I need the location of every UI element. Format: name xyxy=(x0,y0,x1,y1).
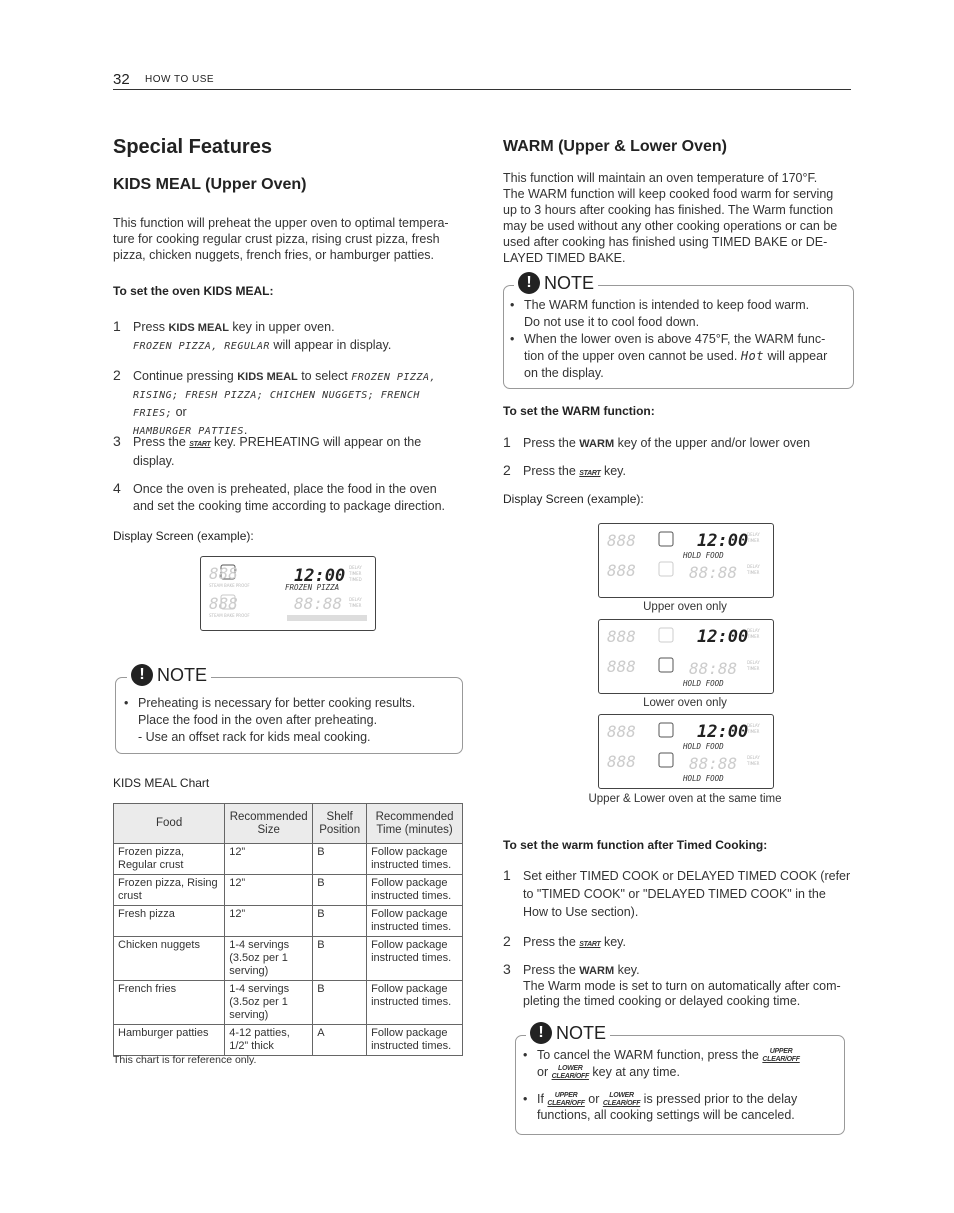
svg-text:TIMER: TIMER xyxy=(747,666,760,671)
svg-text:TIMER: TIMER xyxy=(349,571,362,576)
warm-key-text: WARM xyxy=(754,332,794,346)
step-text: key. xyxy=(600,464,626,478)
step-text: The Warm mode is set to turn on automatically after com- xyxy=(523,979,841,993)
svg-text:STEAM BAKE PROOF: STEAM BAKE PROOF xyxy=(209,583,250,588)
svg-text:DELAY: DELAY xyxy=(747,755,760,760)
note-bullet xyxy=(510,297,850,314)
step-number: 2 xyxy=(503,933,511,949)
key-label: UPPER xyxy=(554,1091,578,1099)
svg-text:TIMER: TIMER xyxy=(747,729,760,734)
svg-text:888: 888 xyxy=(607,657,636,676)
svg-text:DELAY: DELAY xyxy=(747,628,760,633)
warm-display-lower xyxy=(598,619,774,694)
key-label: LOWER xyxy=(609,1091,634,1099)
warm-intro xyxy=(503,170,855,266)
fan-icon xyxy=(659,628,673,642)
note-text: func- xyxy=(793,332,826,346)
step-text: Press the xyxy=(523,464,580,478)
note-label: NOTE xyxy=(556,1022,607,1043)
step-number: 2 xyxy=(113,367,121,383)
step-text: How to Use section). xyxy=(523,905,639,919)
kids-step-4 xyxy=(113,481,468,515)
warm-display-label: Display Screen (example): xyxy=(503,492,644,506)
kids-meal-key: KIDS MEAL xyxy=(168,322,229,334)
note-text: is pressed prior to the delay xyxy=(640,1092,798,1106)
note-text: function, press the xyxy=(653,1048,763,1062)
note-text: key at any time. xyxy=(588,1065,680,1079)
note-line: Place the food in the oven after preheating. xyxy=(138,713,378,727)
table-cell: 1-4 servings (3.5oz per 1 serving) xyxy=(225,937,313,981)
kids-step-3 xyxy=(113,434,463,470)
table-cell: Follow package instructed times. xyxy=(367,875,463,906)
note-label: NOTE xyxy=(157,664,208,685)
step-text: Press the xyxy=(523,436,580,450)
table-cell: Follow package instructed times. xyxy=(367,937,463,981)
lower-lcd-text: HOLD FOOD xyxy=(683,679,724,688)
table-cell: B xyxy=(313,937,367,981)
lcd-text: Hot xyxy=(740,349,765,363)
svg-text:888: 888 xyxy=(607,752,636,771)
step-text: Once the oven is preheated, place the food in the oven xyxy=(133,482,437,496)
intro-line: ture for cooking regular crust pizza, rising crust pizza, fresh xyxy=(113,232,440,246)
warm-note-content xyxy=(510,297,850,382)
table-cell: French fries xyxy=(114,981,225,1025)
section-label: HOW TO USE xyxy=(145,74,215,85)
upper-time: 12:00 xyxy=(697,722,749,742)
warm-set-heading: To set the WARM function: xyxy=(503,404,655,418)
note-text: or xyxy=(537,1065,552,1079)
intro-line: may be used without any other cooking operations or can be xyxy=(503,219,838,233)
column-header: Recommended Time (minutes) xyxy=(367,804,463,844)
kids-meal-intro xyxy=(113,215,473,263)
after-step-2 xyxy=(503,934,853,953)
display-caption: Upper oven only xyxy=(643,601,727,613)
exclamation-icon: ! xyxy=(131,664,153,686)
svg-text:DELAY: DELAY xyxy=(747,723,760,728)
step-text: Press the xyxy=(523,963,580,977)
kids-step-2 xyxy=(113,368,463,440)
warm-note-header xyxy=(514,272,598,294)
upper-lcd-text: HOLD FOOD xyxy=(683,551,724,560)
step-number: 1 xyxy=(503,867,511,883)
step-text: key of the upper and/or lower oven xyxy=(614,436,811,450)
exclamation-icon: ! xyxy=(518,272,540,294)
fan-icon xyxy=(659,562,673,576)
intro-line: LAYED TIMED BAKE. xyxy=(503,251,626,265)
key-label: CLEAR/OFF xyxy=(762,1055,800,1063)
step-text: Set either TIMED COOK or DELAYED TIMED COOK (refer xyxy=(523,869,851,883)
note-text: The xyxy=(524,298,550,312)
table-row xyxy=(114,1025,463,1056)
upper-lcd-text: FROZEN PIZZA xyxy=(285,583,340,592)
intro-text: The xyxy=(503,187,529,201)
after-step-1 xyxy=(503,867,858,921)
table-cell: Hamburger patties xyxy=(114,1025,225,1056)
table-cell: Fresh pizza xyxy=(114,906,225,937)
step-text: Press the xyxy=(133,435,190,449)
step-text: and set the cooking time according to package direction. xyxy=(133,499,445,513)
table-cell: Frozen pizza, Rising crust xyxy=(114,875,225,906)
svg-text:DELAY: DELAY xyxy=(747,532,760,537)
warm-display-upper xyxy=(598,523,774,598)
svg-text:TIMER: TIMER xyxy=(747,538,760,543)
key-label: CLEAR/OFF xyxy=(602,1099,641,1107)
kids-step-1 xyxy=(113,319,463,355)
table-row xyxy=(114,875,463,906)
step-number: 3 xyxy=(503,961,511,977)
note-bullet xyxy=(523,1047,841,1064)
temp-placeholder: 888 xyxy=(209,594,238,613)
step-number: 1 xyxy=(503,434,511,450)
key-label: CLEAR/OFF xyxy=(547,1099,585,1107)
note-line xyxy=(523,1064,841,1081)
step-text: key. xyxy=(614,963,640,977)
table-cell: 12” xyxy=(225,875,313,906)
step-text: to "TIMED COOK" or "DELAYED TIMED COOK" in the xyxy=(523,887,826,901)
svg-text:TIMER: TIMER xyxy=(747,570,760,575)
warm-note2-header xyxy=(526,1022,610,1044)
warm-display-both xyxy=(598,714,774,789)
column-header: Recommended Size xyxy=(225,804,313,844)
upper-clear-off-key xyxy=(547,1092,584,1108)
lower-time: 88:88 xyxy=(689,563,738,582)
display-caption: Lower oven only xyxy=(643,697,727,709)
table-cell: Follow package instructed times. xyxy=(367,981,463,1025)
upper-time: 12:00 xyxy=(294,566,346,586)
intro-line: pizza, chicken nuggets, french fries, or hamburger patties. xyxy=(113,248,434,262)
note-line: - Use an offset rack for kids meal cooking. xyxy=(138,730,371,744)
note-line: on the display. xyxy=(524,366,604,380)
svg-text:DELAY: DELAY xyxy=(747,660,760,665)
lcd-segments xyxy=(287,615,367,621)
step-text: . xyxy=(243,423,248,437)
kids-note-header xyxy=(127,664,211,686)
svg-text:TIMED: TIMED xyxy=(349,577,362,582)
warm-key: WARM xyxy=(579,438,615,450)
intro-text: function will keep cooked food warm for serving xyxy=(567,187,834,201)
table-cell: Follow package instructed times. xyxy=(367,1025,463,1056)
table-cell: Frozen pizza, Regular crust xyxy=(114,844,225,875)
table-row xyxy=(114,937,463,981)
step-text: Continue pressing xyxy=(133,369,238,383)
lcd-text: RISING; FRESH PIZZA; CHICHEN NUGGETS; FRENCH FRIES; xyxy=(133,390,420,419)
column-header: Shelf Position xyxy=(313,804,367,844)
step-text: or xyxy=(172,405,187,419)
table-cell: B xyxy=(313,844,367,875)
svg-text:TIMER: TIMER xyxy=(349,603,362,608)
lcd-text: HAMBURGER PATTIES xyxy=(133,426,244,437)
start-key: START xyxy=(189,441,211,448)
lcd-text: FROZEN PIZZA, xyxy=(351,372,437,383)
chart-footnote: This chart is for reference only. xyxy=(113,1054,257,1066)
warm-note2-content xyxy=(523,1047,841,1122)
svg-text:TIMER: TIMER xyxy=(747,761,760,766)
upper-time: 12:00 xyxy=(697,531,749,551)
table-row xyxy=(114,844,463,875)
step-number: 3 xyxy=(113,433,121,449)
start-key: START xyxy=(579,470,601,477)
table-row xyxy=(114,981,463,1025)
lcd-display xyxy=(599,620,773,693)
svg-text:888: 888 xyxy=(607,627,636,646)
note-line: Do not use it to cool food down. xyxy=(524,315,700,329)
step-text: to select xyxy=(297,369,352,383)
table-cell: 12” xyxy=(225,844,313,875)
lower-time: 88:88 xyxy=(294,594,343,613)
step-text: key. xyxy=(600,935,626,949)
table-cell: 12” xyxy=(225,906,313,937)
step-text: key in upper oven. xyxy=(228,320,335,334)
column-header: Food xyxy=(114,804,225,844)
note-line xyxy=(510,348,850,365)
svg-text:STEAM BAKE PROOF: STEAM BAKE PROOF xyxy=(209,613,250,618)
table-cell: A xyxy=(313,1025,367,1056)
table-row xyxy=(114,906,463,937)
warm-heading: WARM (Upper & Lower Oven) xyxy=(503,138,728,155)
note-text: To cancel the xyxy=(537,1048,615,1062)
note-text: will appear xyxy=(764,349,828,363)
page-number: 32 xyxy=(113,71,130,88)
lcd-text: FROZEN PIZZA, REGULAR xyxy=(133,341,270,352)
warm-key-text: WARM xyxy=(614,1048,654,1062)
fan-icon xyxy=(659,723,673,737)
after-step-3 xyxy=(503,963,859,1009)
kids-chart-title: KIDS MEAL Chart xyxy=(113,776,210,790)
lcd-display xyxy=(599,524,773,597)
note-text: If xyxy=(537,1092,548,1106)
note-text: or xyxy=(584,1092,603,1106)
table-cell: 4-12 patties, 1/2” thick xyxy=(225,1025,313,1056)
step-number: 4 xyxy=(113,480,121,496)
intro-line: This function will maintain an oven temperature of 170°F. xyxy=(503,171,818,185)
svg-text:DELAY: DELAY xyxy=(349,565,362,570)
upper-clear-off-key xyxy=(762,1048,799,1064)
note-text: tion of the upper oven cannot be used. xyxy=(524,349,741,363)
lower-clear-off-key xyxy=(603,1092,640,1108)
lcd-display xyxy=(599,715,773,788)
exclamation-icon: ! xyxy=(530,1022,552,1044)
step-text: display. xyxy=(133,454,175,468)
svg-text:888: 888 xyxy=(607,561,636,580)
kids-set-heading: To set the oven KIDS MEAL: xyxy=(113,284,274,298)
intro-line: This function will preheat the upper oven to optimal tempera- xyxy=(113,216,449,230)
table-cell: B xyxy=(313,875,367,906)
step-text: Press the xyxy=(523,935,580,949)
table-cell: B xyxy=(313,906,367,937)
lower-clear-off-key xyxy=(552,1065,589,1081)
lower-time: 88:88 xyxy=(689,659,738,678)
fan-icon xyxy=(659,532,673,546)
warm-after-heading: To set the warm function after Timed Cooking: xyxy=(503,838,768,852)
temp-placeholder: 888 xyxy=(209,564,238,583)
note-text: When the lower oven is above 475°F, the xyxy=(524,332,755,346)
kids-display-screen xyxy=(200,556,376,631)
key-label: UPPER xyxy=(769,1047,793,1055)
svg-text:DELAY: DELAY xyxy=(349,597,362,602)
svg-text:888: 888 xyxy=(607,531,636,550)
header-rule xyxy=(113,89,851,90)
lower-lcd-text: HOLD FOOD xyxy=(683,774,724,783)
table-cell: Chicken nuggets xyxy=(114,937,225,981)
table-cell: B xyxy=(313,981,367,1025)
kids-meal-table xyxy=(113,803,463,1056)
note-line: functions, all cooking settings will be canceled. xyxy=(537,1108,795,1122)
note-bullet: • Preheating is necessary for better cooking results. xyxy=(124,695,454,712)
fan-icon xyxy=(659,658,673,672)
key-label: LOWER xyxy=(557,1064,583,1072)
intro-line: used after cooking has finished using TIMED BAKE or DE- xyxy=(503,235,828,249)
table-cell: Follow package instructed times. xyxy=(367,844,463,875)
table-cell: 1-4 servings (3.5oz per 1 serving) xyxy=(225,981,313,1025)
warm-step-1 xyxy=(503,435,853,453)
upper-lcd-text: HOLD FOOD xyxy=(683,742,724,751)
start-key: START xyxy=(579,941,601,948)
kids-meal-heading: KIDS MEAL (Upper Oven) xyxy=(113,176,307,193)
display-caption: Upper & Lower oven at the same time xyxy=(588,793,782,805)
lcd-display xyxy=(201,557,375,630)
intro-line xyxy=(503,186,855,202)
intro-line: up to 3 hours after cooking has finished. The Warm function xyxy=(503,203,834,217)
step-text: pleting the timed cooking or delayed cooking time. xyxy=(523,994,801,1008)
upper-time: 12:00 xyxy=(697,627,749,647)
kids-meal-key: KIDS MEAL xyxy=(237,371,298,383)
fan-icon xyxy=(659,753,673,767)
step-number: 2 xyxy=(503,462,511,478)
svg-text:DELAY: DELAY xyxy=(747,564,760,569)
warm-key-text: WARM xyxy=(528,187,568,201)
note-bullet xyxy=(510,331,850,348)
step-number: 1 xyxy=(113,318,121,334)
svg-text:888: 888 xyxy=(607,722,636,741)
step-text: key. PREHEATING will appear on the xyxy=(210,435,422,449)
lower-time: 88:88 xyxy=(689,754,738,773)
note-text: function is intended to keep food warm. xyxy=(588,298,810,312)
warm-key-text: WARM xyxy=(549,298,589,312)
kids-display-label: Display Screen (example): xyxy=(113,529,254,543)
table-cell: Follow package instructed times. xyxy=(367,906,463,937)
warm-step-2 xyxy=(503,463,853,482)
kids-note-content xyxy=(124,695,454,746)
page-title: Special Features xyxy=(113,136,272,158)
note-bullet xyxy=(523,1091,841,1108)
key-label: CLEAR/OFF xyxy=(551,1072,589,1080)
note-label: NOTE xyxy=(544,272,595,293)
svg-text:TIMER: TIMER xyxy=(747,634,760,639)
warm-key: WARM xyxy=(579,965,615,977)
step-text: Press xyxy=(133,320,169,334)
table-header-row xyxy=(114,804,463,844)
step-text: will appear in display. xyxy=(269,338,392,352)
